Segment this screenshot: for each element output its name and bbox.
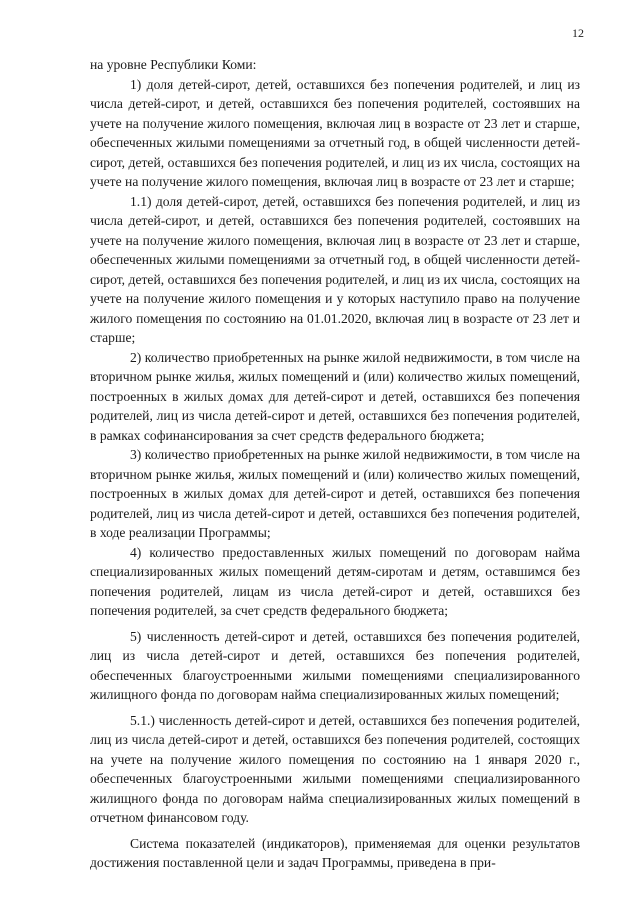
paragraph-indicator-5: 5) численность детей-сирот и детей, оставшихся без попечения родителей, лиц из числа детей-сирот и детей, оставшихся без попечения родителей, обеспеченных благоустроенными жилыми помещениями специализированного жилищного фонда по договорам найма специализированных жилых помещений;: [90, 628, 580, 702]
paragraph-indicator-4: 4) количество предоставленных жилых помещений по договорам найма специализированных жилых помещений детям-сиротам и детям, оставшимся без попечения родителей, лицам из числа детей-сирот и детей, оставшихся без попечения родителей, за счет средств федерального бюджета;: [90, 544, 580, 618]
paragraph-indicator-system: Система показателей (индикаторов), применяемая для оценки результатов достижения поставленной цели и задач Программы, приведена в при-: [90, 835, 580, 870]
body-text: [90, 55, 580, 873]
paragraph-indicator-1-1: 1.1) доля детей-сирот, детей, оставшихся без попечения родителей, и лиц из числа детей-сирот, и детей, оставшихся без попечения родителей, состоявших на учете на получение жилого помещения, включая лиц в возрасте от 23 лет и старше, обеспеченных жилыми помещениями за отчетный год, в общей численности детей-сирот, детей, оставшихся без попечения родителей, и лиц из их числа, состоящих на учете на получение жилого помещения и у которых наступило право на получение жилого помещения по состоянию на 01.01.2020, включая лиц в возрасте от 23 лет и старше;: [90, 193, 580, 345]
paragraph-indicator-5-1: 5.1.) численность детей-сирот и детей, оставшихся без попечения родителей, лиц из числа детей-сирот и детей, оставшихся без попечения родителей, состоящих на учете на получение жилого помещения по состоянию на 1 января 2020 г., обеспеченных благоустроенными жилыми помещениями специализированного жилищного фонда по договорам найма специализированных жилых помещений в отчетном финансовом году.: [90, 712, 580, 825]
paragraph-indicator-3: 3) количество приобретенных на рынке жилой недвижимости, в том числе на вторичном рынке жилья, жилых помещений и (или) количество жилых помещений, построенных в жилых домах для детей-сирот и детей, оставшихся без попечения родителей, лиц из числа детей-сирот и детей, оставшихся без попечения родителей, в ходе реализации Программы;: [90, 447, 580, 540]
paragraph-indicator-1: 1) доля детей-сирот, детей, оставшихся без попечения родителей, и лиц из числа детей-сирот, и детей, оставшихся без попечения родителей, состоявших на учете на получение жилого помещения, включая лиц в возрасте от 23 лет и старше, обеспеченных жилыми помещениями за отчетный год, в общей численности детей-сирот, детей, оставшихся без попечения родителей, и лиц из их числа, состоящих на учете на получение жилого помещения, включая лиц в возрасте от 23 лет и старше;: [90, 76, 580, 189]
intro-line: на уровне Республики Коми:: [90, 57, 257, 72]
paragraph-indicator-2: 2) количество приобретенных на рынке жилой недвижимости, в том числе на вторичном рынке жилья, жилых помещений и (или) количество жилых помещений, построенных в жилых домах для детей-сирот и детей, оставшихся без попечения родителей, лиц из числа детей-сирот и детей, оставшихся без попечения родителей, в рамках софинансирования за счет средств федерального бюджета;: [90, 349, 580, 443]
page-number: 12: [572, 26, 584, 40]
